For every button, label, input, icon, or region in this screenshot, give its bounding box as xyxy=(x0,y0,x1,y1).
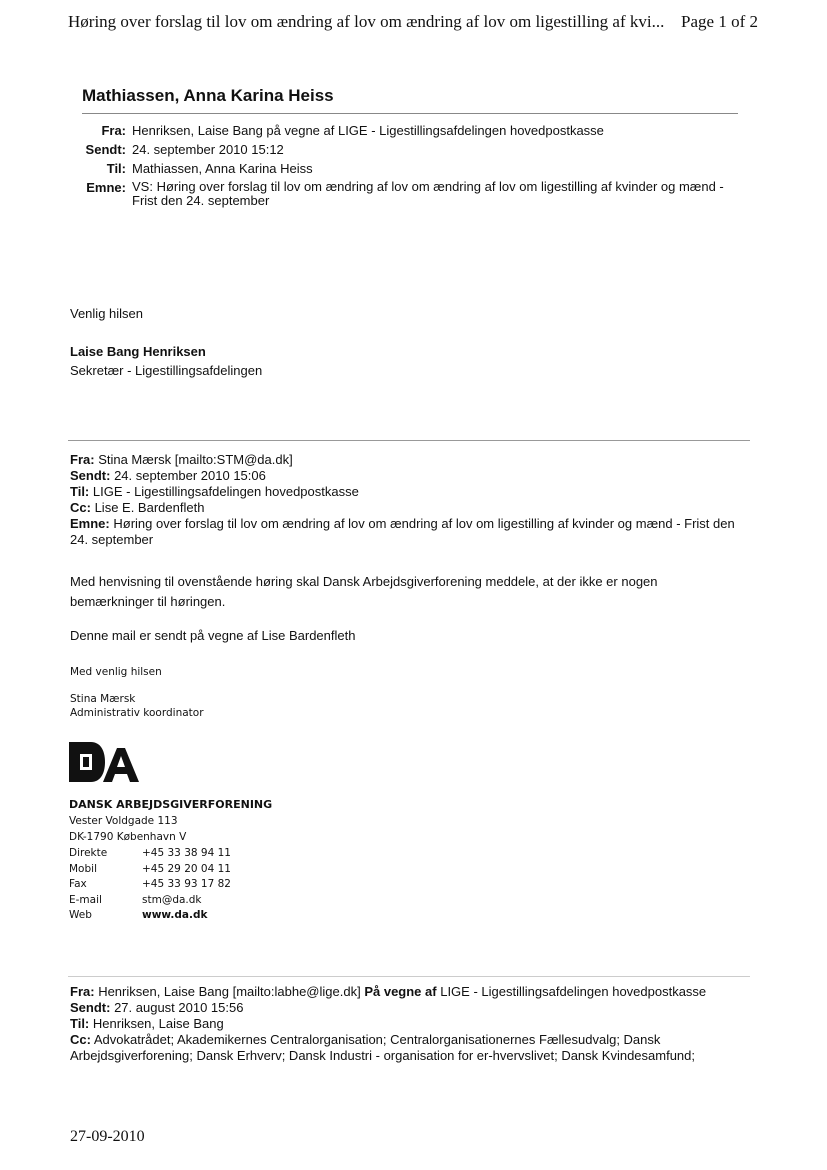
fra-label: Fra: xyxy=(70,452,95,467)
field-value-emne: VS: Høring over forslag til lov om ændring af lov om ændring af lov om ligestilling af kvinder og mænd - Frist den 24. september xyxy=(132,179,724,208)
org-street: Vester Voldgade 113 xyxy=(69,815,178,827)
page-header-title: Høring over forslag til lov om ændring af lov om ændring af lov om ligestilling af kvi... xyxy=(68,12,665,31)
message-header xyxy=(70,984,740,1064)
contact-label: Mobil xyxy=(69,862,97,875)
til-label: Til: xyxy=(70,1016,90,1031)
on-behalf-value: LIGE - Ligestillingsafdelingen hovedpostkasse xyxy=(440,984,707,999)
fra-value: Henriksen, Laise Bang [mailto:labhe@lige.dk] xyxy=(98,984,361,999)
signature-title: Sekretær - Ligestillingsafdelingen xyxy=(70,363,263,378)
contact-table xyxy=(69,846,231,924)
da-logo-mark xyxy=(69,742,143,782)
contact-label: Direkte xyxy=(69,847,108,859)
field-value-fra: Henriksen, Laise Bang på vegne af LIGE - Ligestillingsafdelingen hovedpostkasse xyxy=(132,123,604,138)
web-link[interactable]: www.da.dk xyxy=(142,909,208,921)
email-header-fields xyxy=(84,123,734,208)
contact-label: Fax xyxy=(69,878,87,890)
contact-value: stm@da.dk xyxy=(142,893,202,906)
til-value: Henriksen, Laise Bang xyxy=(92,1016,224,1031)
field-label-fra: Fra: xyxy=(101,123,126,138)
fra-label: Fra: xyxy=(70,984,95,999)
message-body-note: Denne mail er sendt på vegne af Lise Bardenfleth xyxy=(70,628,356,643)
cc-label: Cc: xyxy=(70,1032,91,1047)
cc-label: Cc: xyxy=(70,500,91,515)
emne-value: Høring over forslag til lov om ændring af lov om ændring af lov om ligestilling af kvinder og mænd - Frist den 24. september xyxy=(70,516,735,547)
divider xyxy=(82,113,738,114)
org-name: DANSK ARBEJDSGIVERFORENING xyxy=(69,798,273,811)
sender-name: Stina Mærsk xyxy=(70,693,136,705)
da-logo xyxy=(69,742,143,782)
message-header xyxy=(70,452,746,548)
contact-label: E-mail xyxy=(69,893,102,906)
til-label: Til: xyxy=(70,484,90,499)
sender-title: Administrativ koordinator xyxy=(70,707,204,719)
greeting: Venlig hilsen xyxy=(70,306,143,321)
field-label-til: Til: xyxy=(106,161,126,176)
org-city: DK-1790 København V xyxy=(69,831,187,843)
emne-label: Emne: xyxy=(70,516,110,531)
on-behalf-label: På vegne af xyxy=(364,984,437,999)
sendt-label: Sendt: xyxy=(70,468,111,483)
sendt-value: 27. august 2010 15:56 xyxy=(114,1000,244,1015)
recipient-name: Mathiassen, Anna Karina Heiss xyxy=(82,86,334,105)
divider xyxy=(68,440,750,441)
regards: Med venlig hilsen xyxy=(70,666,162,678)
field-label-sendt: Sendt: xyxy=(85,142,126,157)
contact-value: +45 33 38 94 11 xyxy=(142,847,231,859)
contact-value: +45 29 20 04 11 xyxy=(142,862,231,875)
field-label-emne: Emne: xyxy=(86,180,126,195)
til-value: LIGE - Ligestillingsafdelingen hovedpostkasse xyxy=(92,484,359,499)
cc-value: Advokatrådet; Akademikernes Centralorganisation; Centralorganisationernes Fællesudvalg; Dansk Arbejdsgiverforening; Dansk Erhverv; Dansk Industri - organisation for er-hvervslivet; Dansk Kvindesamfund; xyxy=(70,1032,695,1063)
contact-label: Web xyxy=(69,909,92,921)
signature-name: Laise Bang Henriksen xyxy=(70,344,206,359)
page-header xyxy=(68,12,758,32)
sendt-value: 24. september 2010 15:06 xyxy=(114,468,266,483)
footer-date: 27-09-2010 xyxy=(70,1128,145,1145)
field-value-til: Mathiassen, Anna Karina Heiss xyxy=(132,161,313,176)
field-value-sendt: 24. september 2010 15:12 xyxy=(132,142,284,157)
cc-value: Lise E. Bardenfleth xyxy=(94,500,205,515)
fra-value: Stina Mærsk [mailto:STM@da.dk] xyxy=(98,452,293,467)
sendt-label: Sendt: xyxy=(70,1000,111,1015)
contact-value: +45 33 93 17 82 xyxy=(142,878,231,890)
message-body: Med henvisning til ovenstående høring skal Dansk Arbejdsgiverforening meddele, at der ikke er nogen bemærkninger til høringen. xyxy=(70,574,658,609)
divider xyxy=(68,976,750,977)
page-number: Page 1 of 2 xyxy=(681,12,758,31)
